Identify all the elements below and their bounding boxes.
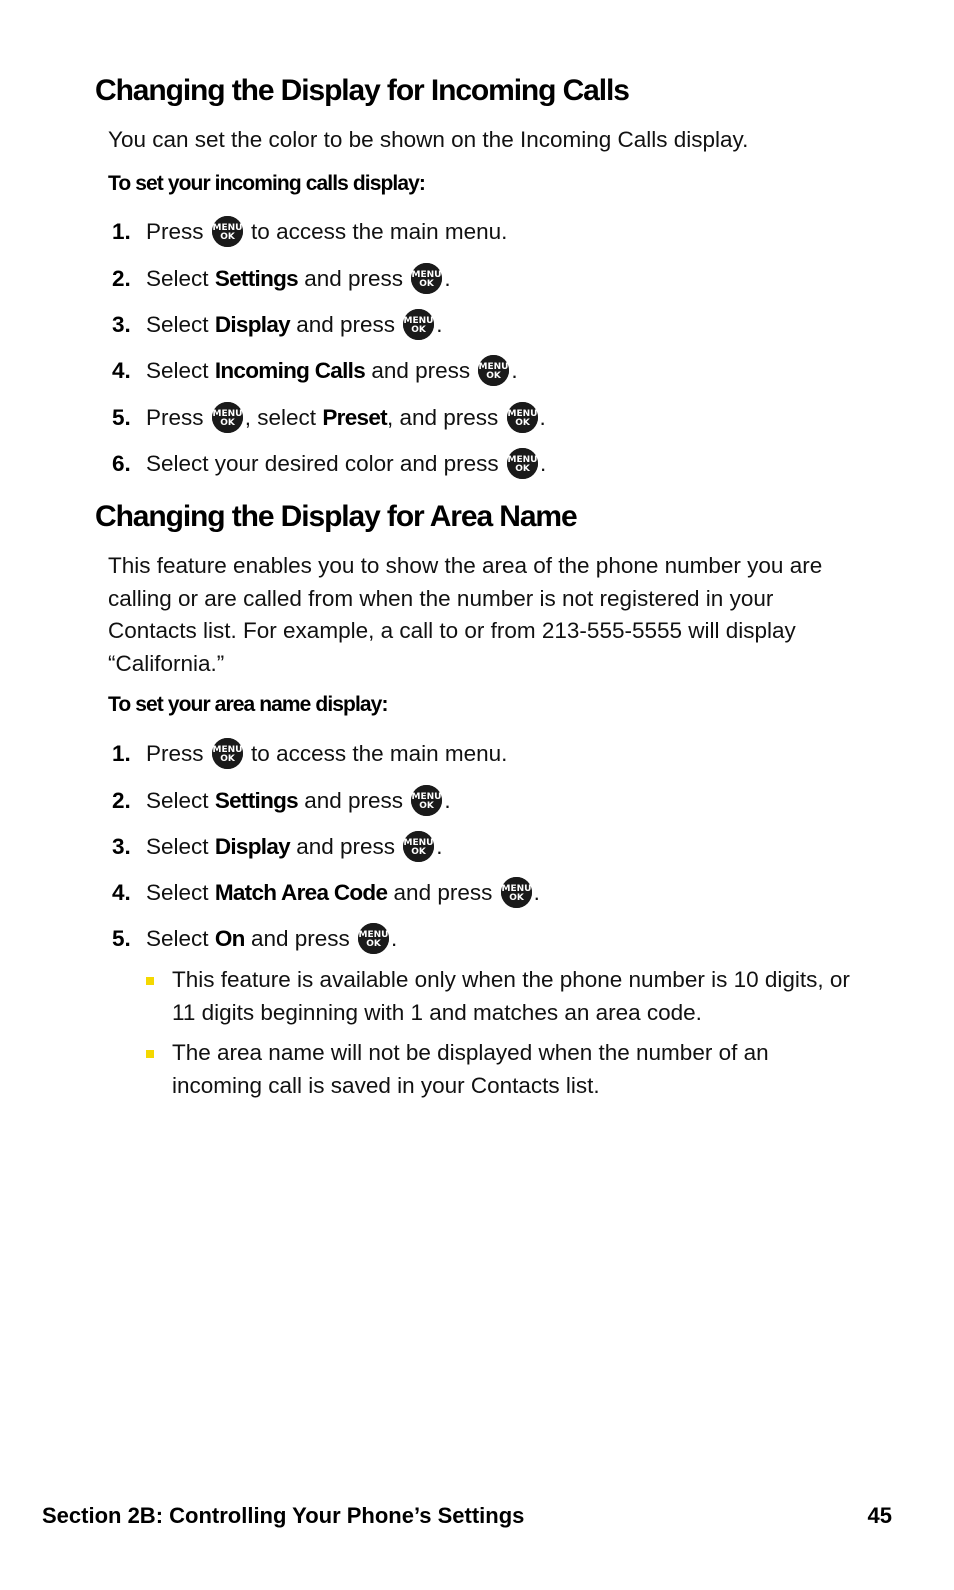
step-item bbox=[112, 924, 397, 954]
menu-option-label: Preset bbox=[322, 405, 387, 430]
step-end: . bbox=[436, 312, 443, 337]
step-text: and press bbox=[296, 834, 396, 859]
step-end: . bbox=[391, 926, 398, 951]
step-item bbox=[112, 217, 507, 247]
step-text: Select bbox=[146, 788, 209, 813]
menu-ok-key-icon bbox=[478, 355, 509, 386]
section-heading-area-name: Changing the Display for Area Name bbox=[95, 500, 577, 533]
procedure-subheading: To set your area name display: bbox=[108, 693, 388, 716]
step-end: . bbox=[436, 834, 443, 859]
page-number: 45 bbox=[867, 1503, 892, 1528]
step-text: and press bbox=[304, 788, 404, 813]
menu-ok-key-icon bbox=[403, 309, 434, 340]
step-number: 4. bbox=[112, 880, 131, 905]
step-number: 4. bbox=[112, 358, 131, 383]
step-number: 2. bbox=[112, 788, 131, 813]
step-text: Select bbox=[146, 312, 209, 337]
step-item bbox=[112, 403, 546, 433]
step-text: and press bbox=[304, 266, 404, 291]
step-item bbox=[112, 310, 443, 340]
footer-section-title: Section 2B: Controlling Your Phone’s Settings bbox=[42, 1503, 525, 1528]
step-text: , select bbox=[244, 405, 317, 430]
step-item bbox=[112, 449, 546, 479]
step-text: Select bbox=[146, 880, 209, 905]
step-end: . bbox=[539, 405, 546, 430]
step-text: Press bbox=[146, 405, 204, 430]
menu-ok-key-icon bbox=[403, 831, 434, 862]
step-item bbox=[112, 264, 451, 294]
step-text: Press bbox=[146, 741, 204, 766]
step-item bbox=[112, 878, 540, 908]
step-number: 6. bbox=[112, 451, 131, 476]
step-number: 1. bbox=[112, 741, 131, 766]
menu-option-label: Settings bbox=[214, 788, 298, 813]
step-text: Select your desired color and press bbox=[146, 451, 499, 476]
step-number: 1. bbox=[112, 219, 131, 244]
menu-option-label: Match Area Code bbox=[214, 880, 388, 905]
menu-ok-key-icon bbox=[411, 785, 442, 816]
section-heading-incoming-calls: Changing the Display for Incoming Calls bbox=[95, 74, 629, 107]
menu-option-label: Incoming Calls bbox=[214, 358, 366, 383]
procedure-subheading: To set your incoming calls display: bbox=[108, 172, 426, 195]
step-text: Select bbox=[146, 926, 209, 951]
step-text: and press bbox=[393, 880, 493, 905]
bullet-square-icon bbox=[146, 977, 154, 985]
intro-paragraph: This feature enables you to show the area of the phone number you are calling or are called from when the number is not registered in your Contacts list. For example, a call to or from 213-555-5555 will display “California.” bbox=[108, 553, 823, 676]
menu-option-label: Settings bbox=[214, 266, 298, 291]
menu-ok-key-icon bbox=[501, 877, 532, 908]
step-text: Select bbox=[146, 834, 209, 859]
step-end: . bbox=[444, 266, 451, 291]
step-end: . bbox=[539, 451, 547, 476]
step-end: . bbox=[511, 358, 518, 383]
step-number: 5. bbox=[112, 926, 131, 951]
step-text: and press bbox=[250, 926, 350, 951]
step-item bbox=[112, 356, 518, 386]
step-text: Select bbox=[146, 358, 209, 383]
step-text: to access the main menu. bbox=[251, 741, 508, 766]
step-number: 3. bbox=[112, 834, 131, 859]
menu-ok-key-icon bbox=[411, 263, 442, 294]
menu-ok-key-icon bbox=[212, 216, 243, 247]
step-item bbox=[112, 739, 507, 769]
menu-ok-key-icon bbox=[212, 738, 243, 769]
menu-ok-key-icon bbox=[358, 923, 389, 954]
step-item bbox=[112, 786, 451, 816]
note-text: The area name will not be displayed when the number of an incoming call is saved in your Contacts list. bbox=[172, 1040, 769, 1098]
step-end: . bbox=[444, 788, 451, 813]
menu-option-label: On bbox=[214, 926, 245, 951]
step-item bbox=[112, 832, 443, 862]
step-text: , and press bbox=[386, 405, 499, 430]
step-text: and press bbox=[296, 312, 396, 337]
menu-ok-key-icon bbox=[212, 402, 243, 433]
step-text: Select bbox=[146, 266, 209, 291]
note-bullet bbox=[172, 964, 862, 1029]
menu-ok-key-icon bbox=[507, 402, 538, 433]
step-text: and press bbox=[371, 358, 471, 383]
menu-option-label: Display bbox=[214, 834, 290, 859]
step-text: to access the main menu. bbox=[251, 219, 508, 244]
menu-option-label: Display bbox=[214, 312, 290, 337]
step-number: 2. bbox=[112, 266, 131, 291]
step-number: 5. bbox=[112, 405, 131, 430]
intro-paragraph: You can set the color to be shown on the Incoming Calls display. bbox=[108, 127, 749, 152]
bullet-square-icon bbox=[146, 1050, 154, 1058]
menu-ok-key-icon bbox=[507, 448, 538, 479]
step-text: Press bbox=[146, 219, 204, 244]
step-number: 3. bbox=[112, 312, 131, 337]
note-bullet bbox=[172, 1037, 862, 1102]
step-end: . bbox=[533, 880, 540, 905]
note-text: This feature is available only when the phone number is 10 digits, or 11 digits beginning with 1 and matches an area code. bbox=[172, 967, 850, 1025]
